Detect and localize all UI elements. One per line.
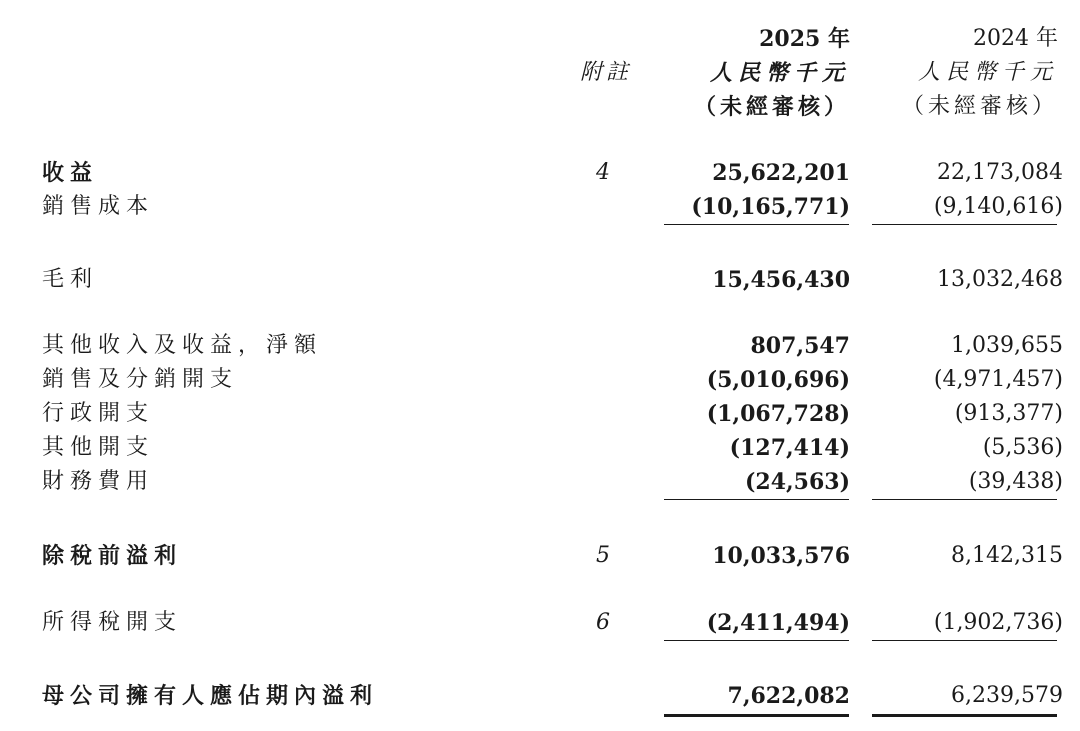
subtotal-rule bbox=[664, 499, 849, 500]
row-value-2025: (1,067,728) bbox=[706, 401, 850, 427]
subtotal-rule bbox=[872, 224, 1057, 225]
row-value-2024: 6,239,579 bbox=[951, 683, 1063, 708]
row-value-2024: 1,039,655 bbox=[951, 333, 1063, 358]
row-label: 母公司擁有人應佔期內溢利 bbox=[42, 683, 379, 709]
table-row-profit-before-tax bbox=[0, 540, 1080, 572]
row-label: 收益 bbox=[42, 160, 99, 186]
row-label: 其他收入及收益，淨額 bbox=[42, 333, 323, 358]
row-value-2024: 8,142,315 bbox=[951, 543, 1063, 568]
row-label: 銷售及分銷開支 bbox=[42, 367, 239, 392]
row-label: 行政開支 bbox=[42, 401, 155, 426]
row-value-2025: 7,622,082 bbox=[727, 683, 850, 709]
table-row-revenue bbox=[0, 157, 1080, 189]
table-row-cost-of-sales bbox=[0, 191, 1080, 223]
table-row-selling-expenses bbox=[0, 364, 1080, 396]
subtotal-rule bbox=[664, 640, 849, 641]
row-note: 4 bbox=[596, 160, 610, 185]
row-value-2024: (9,140,616) bbox=[933, 194, 1063, 219]
year-2024-header: 2024 年 bbox=[973, 26, 1058, 51]
row-value-2024: 22,173,084 bbox=[937, 160, 1063, 185]
table-row-gross-profit bbox=[0, 264, 1080, 296]
row-value-2025: (5,010,696) bbox=[706, 367, 850, 393]
subtotal-rule bbox=[872, 640, 1057, 641]
currency-2025-header: 人民幣千元 bbox=[709, 60, 850, 86]
subtotal-rule bbox=[664, 224, 849, 225]
row-label: 銷售成本 bbox=[42, 194, 155, 219]
audit-2025-header: （未經審核） bbox=[693, 94, 850, 120]
table-row-other-income bbox=[0, 330, 1080, 362]
year-2025-header: 2025 年 bbox=[759, 26, 850, 52]
row-label: 財務費用 bbox=[42, 469, 155, 494]
row-label: 毛利 bbox=[42, 267, 99, 292]
row-note: 6 bbox=[596, 610, 610, 635]
row-label: 所得稅開支 bbox=[42, 610, 183, 635]
row-value-2025: 15,456,430 bbox=[712, 267, 850, 293]
table-row-admin-expenses bbox=[0, 398, 1080, 430]
row-value-2025: (24,563) bbox=[744, 469, 850, 495]
row-value-2025: 25,622,201 bbox=[712, 160, 850, 186]
subtotal-rule bbox=[872, 499, 1057, 500]
row-value-2024: (913,377) bbox=[954, 401, 1063, 426]
currency-2024-header: 人民幣千元 bbox=[917, 60, 1058, 85]
row-value-2024: (4,971,457) bbox=[933, 367, 1063, 392]
total-double-rule bbox=[664, 714, 849, 717]
row-value-2024: 13,032,468 bbox=[937, 267, 1063, 292]
note-column-header: 附註 bbox=[579, 60, 632, 85]
table-row-other-expenses bbox=[0, 432, 1080, 464]
row-value-2024: (39,438) bbox=[968, 469, 1063, 494]
table-row-profit-attributable bbox=[0, 680, 1080, 712]
row-value-2025: (10,165,771) bbox=[691, 194, 850, 220]
row-value-2024: (1,902,736) bbox=[933, 610, 1063, 635]
row-value-2025: (2,411,494) bbox=[706, 610, 850, 636]
row-value-2024: (5,536) bbox=[982, 435, 1063, 460]
row-label: 除稅前溢利 bbox=[42, 543, 183, 569]
row-value-2025: (127,414) bbox=[729, 435, 850, 461]
table-row-finance-costs bbox=[0, 466, 1080, 498]
audit-2024-header: （未經審核） bbox=[901, 94, 1058, 119]
row-value-2025: 807,547 bbox=[750, 333, 850, 359]
total-double-rule bbox=[872, 714, 1057, 717]
table-row-income-tax bbox=[0, 607, 1080, 639]
row-note: 5 bbox=[596, 543, 610, 568]
row-value-2025: 10,033,576 bbox=[712, 543, 850, 569]
row-label: 其他開支 bbox=[42, 435, 155, 460]
